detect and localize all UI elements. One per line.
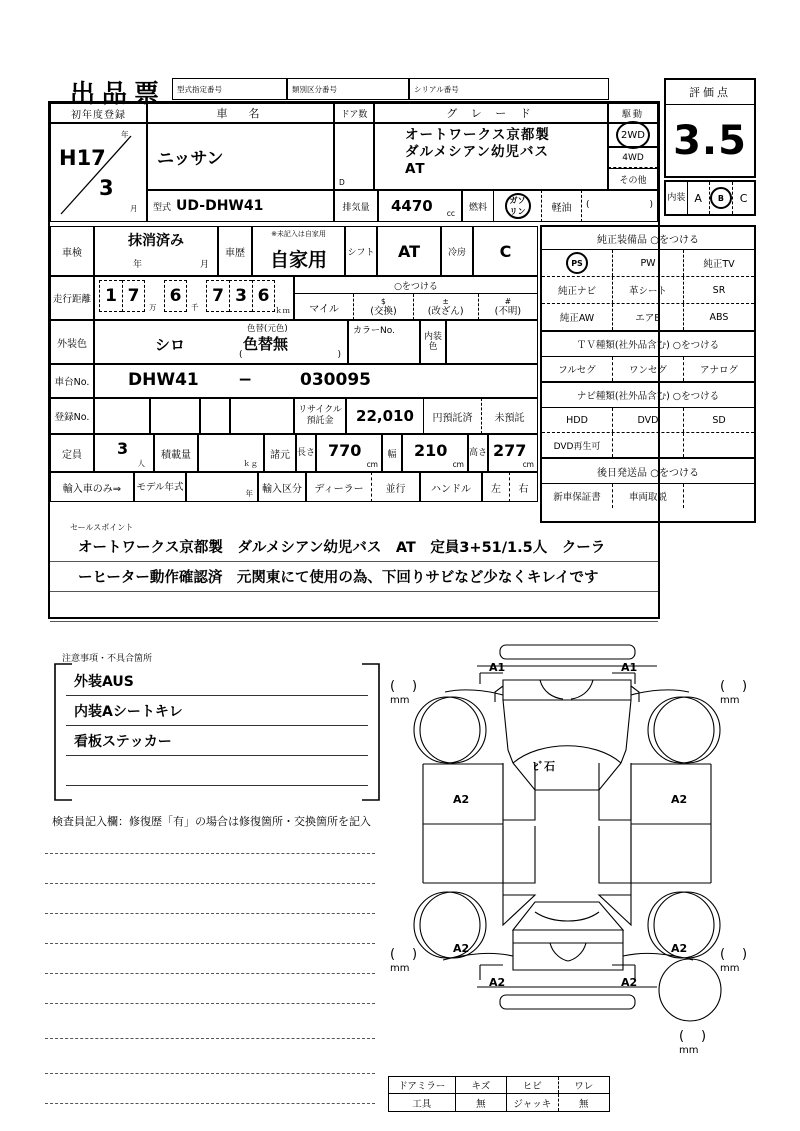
history-note: ※未記入は自家用	[271, 230, 326, 238]
bottom-table-row-1	[388, 1076, 610, 1094]
inspector-line-1[interactable]	[45, 853, 375, 854]
evaluation-score-panel	[664, 78, 756, 178]
registration-cell-3	[200, 398, 230, 434]
mm-unit-left-top: mm	[390, 695, 410, 706]
sales-point-line-3	[50, 592, 658, 622]
shaken-label: 車検	[50, 226, 94, 276]
model-year-value-cell	[186, 472, 258, 502]
mileage-option-tamper-label: (改ざん)	[427, 306, 464, 317]
import-option-dealer[interactable]: ディーラー	[306, 472, 372, 502]
grade-line-1: オートワークス京都製	[405, 127, 550, 143]
field-serial-number	[409, 78, 609, 100]
tv-type-header: ＴＶ種類(社外品含む) ○をつける	[542, 332, 754, 357]
inspector-line-9[interactable]	[45, 1103, 375, 1104]
navi-type-header: ナビ種類(社外品含む) ○をつける	[542, 383, 754, 408]
mm-bracket-right-bottom-close: )	[742, 947, 748, 962]
mm-unit-right-top: mm	[720, 695, 740, 706]
handle-option-left[interactable]: 左	[482, 472, 510, 502]
later-item-manual[interactable]: 車両取説	[613, 484, 684, 508]
recycle-deposit-label: リサイクル預託金	[294, 398, 346, 434]
damage-label-a2-rear-right: A2	[621, 976, 638, 989]
mm-bracket-spare-open: (	[679, 1029, 685, 1044]
mileage-unit-km: ｋｍ	[275, 306, 290, 315]
fuel-option-diesel[interactable]: 軽油	[542, 190, 582, 222]
inspector-line-8[interactable]	[45, 1073, 375, 1074]
chassis-dash: −	[238, 370, 253, 390]
model-value: UD-DHW41	[176, 198, 264, 214]
mm-bracket-left-bottom-open: (	[390, 947, 396, 962]
equip-item-genuine-tv[interactable]: 純正TV	[703, 259, 735, 270]
chassis-prefix: DHW41	[128, 370, 199, 390]
shaken-year-unit: 年	[133, 260, 143, 270]
color-number-label: カラーNo.	[353, 326, 395, 336]
mileage-option-exchange[interactable]	[354, 294, 413, 320]
evaluation-score-label: 評価点	[666, 80, 754, 105]
repaint-value: 色替無	[243, 335, 289, 353]
mileage-option-mile[interactable]: マイル	[295, 294, 354, 320]
damage-label-a2-rear-left: A2	[489, 976, 506, 989]
fuel-paren-open: (	[586, 200, 590, 210]
sales-point-label: セールスポイント	[70, 523, 134, 532]
notes-line-1: 外装AUS	[66, 666, 368, 696]
interior-grade-selected: B	[710, 187, 732, 209]
equip-item-sr[interactable]: SR	[712, 284, 726, 296]
registration-label: 登録No.	[50, 398, 94, 434]
inspector-line-7[interactable]	[45, 1038, 375, 1039]
first-registration-year: H17	[59, 146, 106, 170]
repaint-paren-close: )	[337, 350, 341, 360]
capacity-label: 定員	[50, 434, 94, 472]
sales-point-line-1: オートワークス京都製 ダルメシアン幼児バス AT 定員3+51/1.5人 クーラ	[50, 532, 658, 562]
genuine-equipment-header: 純正装備品 ○をつける	[542, 227, 754, 250]
equipment-panel	[540, 225, 756, 523]
mileage-option-tamper[interactable]	[414, 294, 479, 320]
width-value: 210	[414, 441, 448, 460]
tv-item-analog[interactable]: アナログ	[699, 365, 738, 376]
bottom-cell-jack: ジャッキ	[507, 1094, 558, 1111]
mm-unit-right-bottom: mm	[720, 963, 740, 974]
field-category-number-label: 類別区分番号	[292, 84, 337, 94]
equip-item-ps-label: PS	[566, 252, 588, 274]
field-serial-number-label: シリアル番号	[414, 84, 459, 94]
grade-label: グ レ ー ド	[374, 103, 608, 123]
inspector-line-2[interactable]	[45, 883, 375, 884]
mm-bracket-left-bottom-close: )	[412, 947, 418, 962]
mileage-circle-note: ○をつける	[295, 277, 537, 294]
width-value-cell	[402, 434, 468, 472]
drive-option-2wd[interactable]	[608, 123, 658, 147]
mileage-option-unknown-label: (不明)	[494, 306, 522, 317]
vehicle-damage-diagram	[385, 640, 765, 1060]
capacity-value-cell	[94, 434, 154, 472]
navi-item-dvd-playable[interactable]: DVD再生可	[542, 433, 613, 457]
equip-item-airbag[interactable]: エアB	[613, 304, 684, 330]
shaken-value-cell	[94, 226, 218, 276]
first-registration-month-unit: 月	[130, 204, 138, 213]
mileage-option-exchange-mark: $	[381, 297, 386, 306]
bottom-cell-door-mirror: ドアミラー	[389, 1077, 456, 1093]
mileage-digit-2: 6	[164, 280, 187, 312]
height-value-cell	[488, 434, 538, 472]
chassis-value-cell	[94, 364, 538, 398]
damage-label-a1-left: A1	[489, 661, 506, 674]
navi-item-dvd[interactable]: DVD	[613, 408, 684, 432]
damage-label-a2-left-rear: A2	[453, 942, 470, 955]
fuel-label: 燃料	[462, 190, 494, 222]
first-registration-value	[50, 123, 147, 222]
mileage-digit-5: 6	[252, 280, 275, 312]
repaint-label: 色替(元色)	[247, 324, 288, 334]
length-value: 770	[328, 441, 362, 460]
mileage-option-exchange-label: (交換)	[370, 306, 397, 317]
notes-line-3: 看板ステッカー	[66, 726, 368, 756]
registration-cell-4	[230, 398, 294, 434]
equip-item-genuine-navi[interactable]: 純正ナビ	[542, 277, 613, 303]
shift-value: AT	[377, 226, 441, 276]
inspector-line-3[interactable]	[45, 913, 375, 914]
model-year-label: モデル年式	[134, 472, 186, 502]
later-item-blank[interactable]	[684, 484, 754, 508]
grade-line-2: ダルメシアン幼児バス	[405, 144, 550, 160]
tv-item-oneseg[interactable]: ワンセグ	[613, 357, 684, 381]
recycle-deposit-value: 22,010	[346, 398, 424, 434]
length-label: 長さ	[296, 434, 316, 472]
notes-line-4	[66, 756, 368, 786]
width-unit: cm	[452, 460, 464, 469]
interior-grade-label: 内装	[666, 182, 688, 214]
load-value-cell	[198, 434, 264, 472]
repaint-paren-open: (	[239, 350, 243, 360]
import-type-label: 輸入区分	[258, 472, 306, 502]
damage-label-a2-right-rear: A2	[671, 942, 688, 955]
drive-option-4wd[interactable]: 4WD	[608, 147, 658, 168]
navi-item-blank-1[interactable]	[613, 433, 684, 457]
evaluation-score-value: 3.5	[673, 118, 747, 164]
equip-item-ps[interactable]	[542, 250, 613, 276]
interior-color-label: 内装色	[420, 320, 446, 364]
shift-label: シフト	[345, 226, 377, 276]
recycle-not-deposited[interactable]: 未預託	[482, 398, 538, 434]
mm-unit-left-bottom: mm	[390, 963, 410, 974]
displacement-label: 排気量	[334, 190, 378, 222]
first-registration-month: 3	[99, 176, 114, 200]
color-number-cell	[348, 320, 420, 364]
mileage-option-unknown-mark: #	[504, 297, 512, 306]
doors-unit: D	[339, 178, 345, 187]
car-name-label: 車 名	[147, 103, 334, 123]
navi-item-sd[interactable]: SD	[712, 414, 726, 426]
notes-section	[52, 652, 382, 802]
fuel-option-gasoline[interactable]	[494, 190, 542, 222]
navi-item-blank-2[interactable]	[684, 433, 754, 457]
exterior-color-cell	[94, 320, 348, 364]
mileage-digit-0: 1	[99, 280, 122, 312]
load-label: 積載量	[154, 434, 198, 472]
ac-value: C	[473, 226, 538, 276]
bottom-cell-jack-value[interactable]: 無	[579, 1098, 589, 1110]
capacity-value: 3	[117, 439, 129, 458]
inspector-line-6[interactable]	[45, 1003, 375, 1004]
handle-option-right[interactable]: 右	[510, 472, 538, 502]
first-registration-label: 初年度登録	[50, 103, 147, 123]
mileage-digit-4: 3	[229, 280, 252, 312]
import-only-label: 輸入車のみ⇒	[50, 472, 134, 502]
mileage-option-tamper-mark: ±	[442, 297, 449, 306]
shaken-month-unit: 月	[199, 260, 209, 270]
fuel-paren-close: )	[649, 200, 653, 210]
capacity-unit: 人	[137, 459, 145, 468]
mm-bracket-right-bottom-open: (	[720, 947, 726, 962]
bottom-cell-tools: 工具	[389, 1094, 456, 1111]
mileage-digits	[94, 276, 294, 320]
fuel-option-other[interactable]	[582, 190, 658, 222]
bottom-cell-crack[interactable]: ヒビ	[507, 1077, 558, 1093]
history-value-cell	[252, 226, 345, 276]
equip-item-genuine-aw[interactable]: 純正AW	[542, 304, 613, 330]
interior-grade-option-b[interactable]	[710, 182, 734, 214]
ac-label: 冷房	[441, 226, 473, 276]
grade-line-3: AT	[405, 161, 426, 177]
first-registration-year-unit: 年	[121, 130, 129, 139]
chassis-serial: 030095	[300, 370, 371, 390]
interior-grade-panel	[664, 180, 756, 216]
import-option-parallel[interactable]: 並行	[372, 472, 420, 502]
load-unit: ｋｇ	[243, 459, 258, 468]
later-shipment-header: 後日発送品 ○をつける	[542, 459, 754, 484]
interior-grade-option-a[interactable]: A	[688, 182, 710, 214]
page-title: 出品票	[70, 79, 167, 108]
history-label: 車歴	[218, 226, 252, 276]
field-category-number	[287, 78, 409, 100]
exterior-color-value: シロ	[155, 336, 186, 354]
exterior-color-label: 外装色	[50, 320, 94, 364]
notes-label: 注意事項・不具合箇所	[62, 654, 153, 664]
registration-cell-2	[150, 398, 200, 434]
drive-label: 駆動	[608, 103, 658, 123]
bottom-table-row-2	[388, 1094, 610, 1112]
inspector-label: 検査員記入欄：修復歴「有」の場合は修復箇所・交換箇所を記入	[52, 815, 371, 828]
mm-bracket-left-top-open: (	[390, 679, 396, 694]
displacement-value: 4470	[391, 197, 433, 215]
mileage-unit-man: 万	[149, 303, 157, 312]
car-name-value: ニッサン	[147, 123, 334, 190]
length-unit: cm	[366, 460, 378, 469]
equip-item-leather-seat[interactable]: 革シート	[613, 277, 684, 303]
mm-bracket-left-top-close: )	[412, 679, 418, 694]
grade-value	[374, 123, 608, 190]
equip-item-abs[interactable]: ABS	[709, 311, 729, 323]
bottom-cell-scratch[interactable]: キズ	[456, 1077, 507, 1093]
notes-line-2: 内装Aシートキレ	[66, 696, 368, 726]
damage-label-a2-left-front: A2	[453, 793, 470, 806]
damage-label-windshield: ﾋﾞ石	[533, 760, 555, 773]
fuel-selected: ガソリン	[505, 193, 531, 219]
model-year-unit: 年	[245, 489, 253, 498]
bottom-cell-broken[interactable]: ワレ	[574, 1081, 594, 1092]
mileage-option-unknown[interactable]	[479, 294, 537, 320]
recycle-deposit-unit: 円預託済	[424, 398, 482, 434]
later-item-warranty[interactable]: 新車保証書	[542, 484, 613, 508]
damage-label-a1-right: A1	[621, 661, 638, 674]
shaken-value: 抹消済み	[128, 233, 184, 249]
mm-bracket-right-top-open: (	[720, 679, 726, 694]
tv-item-fullseg[interactable]: フルセグ	[542, 357, 613, 381]
model-field	[147, 190, 334, 222]
registration-cell-1	[94, 398, 150, 434]
mileage-options	[294, 276, 538, 320]
chassis-label: 車台No.	[50, 364, 94, 398]
interior-color-value	[446, 320, 538, 364]
drive-selected: 2WD	[616, 121, 650, 149]
mileage-unit-sen: 千	[191, 303, 199, 312]
drive-option-other[interactable]: その他	[608, 168, 658, 190]
model-label: 型式	[153, 202, 172, 213]
mileage-digit-1: 7	[122, 280, 145, 312]
length-value-cell	[316, 434, 382, 472]
inspector-line-4[interactable]	[45, 943, 375, 944]
sales-point-section	[50, 524, 658, 617]
displacement-value-cell	[378, 190, 462, 222]
doors-value	[334, 123, 374, 190]
spec-label: 諸元	[264, 434, 296, 472]
mileage-digit-3: 7	[206, 280, 229, 312]
interior-grade-option-c[interactable]: C	[739, 191, 748, 205]
field-model-designation-label: 型式指定番号	[177, 84, 222, 94]
height-unit: cm	[522, 460, 534, 469]
mm-bracket-right-top-close: )	[742, 679, 748, 694]
history-value: 自家用	[269, 248, 327, 271]
equip-item-pw[interactable]: PW	[613, 250, 684, 276]
handle-label: ハンドル	[420, 472, 482, 502]
sales-point-line-2: ーヒーター動作確認済 元関東にて使用の為、下回りサビなど少なくキレイです	[50, 562, 658, 592]
mm-bracket-spare-close: )	[701, 1029, 707, 1044]
damage-label-a2-right-front: A2	[671, 793, 688, 806]
displacement-unit: cc	[446, 209, 455, 218]
navi-item-hdd[interactable]: HDD	[542, 408, 613, 432]
mm-unit-spare: mm	[679, 1045, 699, 1056]
mileage-label: 走行距離	[50, 276, 94, 320]
height-value: 277	[493, 441, 527, 460]
bottom-cell-tools-value[interactable]: 無	[456, 1094, 507, 1111]
width-label: 幅	[382, 434, 402, 472]
inspector-line-5[interactable]	[45, 973, 375, 974]
doors-label: ドア数	[334, 103, 374, 123]
height-label: 高さ	[468, 434, 488, 472]
field-model-designation	[172, 78, 287, 100]
